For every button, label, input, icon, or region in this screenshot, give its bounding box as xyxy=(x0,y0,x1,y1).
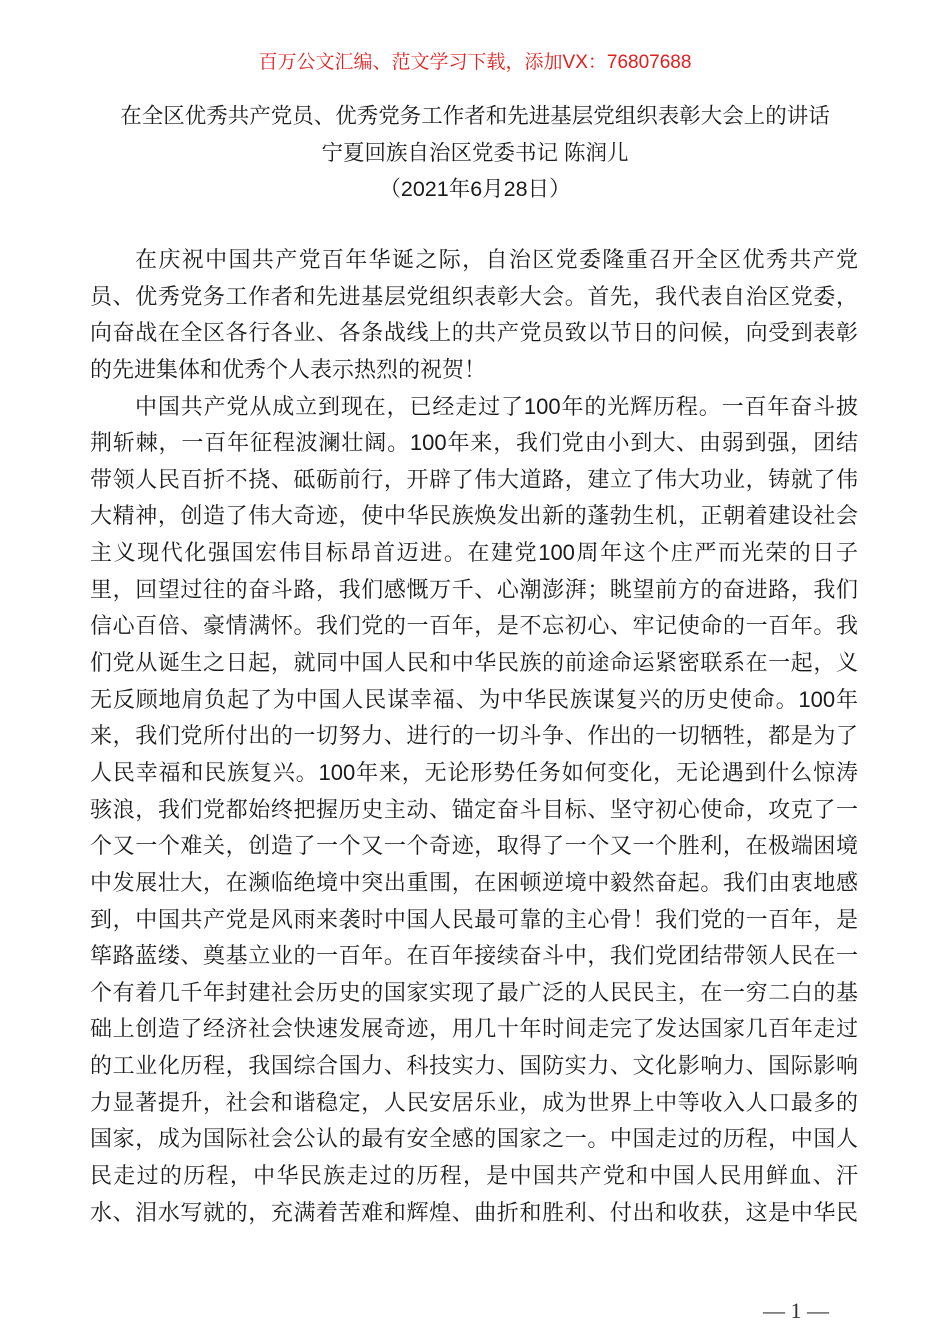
text-line: 中发展壮大，在濒临绝境中突出重围，在困顿逆境中毅然奋起。我们由衷地感 xyxy=(90,869,858,895)
document-body xyxy=(90,242,858,1231)
text-line: 荆斩棘，一百年征程波澜壮阔。100年来，我们党由小到大、由弱到强，团结 xyxy=(90,430,858,456)
paragraph xyxy=(90,242,858,389)
text-line: 来，我们党所付出的一切努力、进行的一切斗争、作出的一切牺牲，都是为了 xyxy=(90,723,858,749)
text-line: 里，回望过往的奋斗路，我们感慨万千、心潮澎湃；眺望前方的奋进路，我们 xyxy=(90,576,858,602)
text-line: 的工业化历程，我国综合国力、科技实力、国防实力、文化影响力、国际影响 xyxy=(90,1053,858,1079)
paragraph xyxy=(90,389,858,1232)
text-line: 大精神，创造了伟大奇迹，使中华民族焕发出新的蓬勃生机，正朝着建设社会 xyxy=(90,503,858,529)
text-line: 们党从诞生之日起，就同中国人民和中华民族的前途命运紧密联系在一起，义 xyxy=(90,650,858,676)
text-line: 带领人民百折不挠、砥砺前行，开辟了伟大道路，建立了伟大功业，铸就了伟 xyxy=(90,466,858,492)
text-line: 无反顾地肩负起了为中国人民谋幸福、为中华民族谋复兴的历史使命。100年 xyxy=(90,686,858,712)
text-line: 信心百倍、豪情满怀。我们党的一百年，是不忘初心、牢记使命的一百年。我 xyxy=(90,613,858,639)
text-line: 个有着几千年封建社会历史的国家实现了最广泛的人民民主，在一穷二白的基 xyxy=(90,979,858,1005)
text-line: 骇浪，我们党都始终把握历史主动、锚定奋斗目标、坚守初心使命，攻克了一 xyxy=(90,796,858,822)
text-line: 础上创造了经济社会快速发展奇迹，用几十年时间走完了发达国家几百年走过 xyxy=(90,1016,858,1042)
document-title: 在全区优秀共产党员、优秀党务工作者和先进基层党组织表彰大会上的讲话 xyxy=(120,104,830,128)
text-line: 员、优秀党务工作者和先进基层党组织表彰大会。首先，我代表自治区党委， xyxy=(90,283,858,309)
text-line: 水、泪水写就的，充满着苦难和辉煌、曲折和胜利、付出和收获，这是中华民 xyxy=(90,1199,858,1225)
text-line: 向奋战在全区各行各业、各条战线上的共产党员致以节日的问候，向受到表彰 xyxy=(90,320,858,346)
speech-date: （2021年6月28日） xyxy=(379,177,571,201)
text-line: 在庆祝中国共产党百年华诞之际，自治区党委隆重召开全区优秀共产党 xyxy=(135,247,858,272)
page-number: — 1 — xyxy=(763,1298,829,1323)
text-line: 人民幸福和民族复兴。100年来，无论形势任务如何变化，无论遇到什么惊涛 xyxy=(90,759,858,785)
text-line: 民走过的历程，中华民族走过的历程，是中国共产党和中国人民用鲜血、汗 xyxy=(90,1163,858,1189)
text-line: 主义现代化强国宏伟目标昂首迈进。在建党100周年这个庄严而光荣的日子 xyxy=(90,540,858,566)
header-banner: 百万公文汇编、范文学习下载，添加VX：76807688 xyxy=(258,52,692,73)
text-line: 个又一个难关，创造了一个又一个奇迹，取得了一个又一个胜利，在极端困境 xyxy=(90,833,858,859)
text-line: 中国共产党从成立到现在，已经走过了100年的光辉历程。一百年奋斗披 xyxy=(135,393,858,419)
text-line: 力显著提升，社会和谐稳定，人民安居乐业，成为世界上中等收入人口最多的 xyxy=(90,1089,858,1115)
text-line: 到，中国共产党是风雨来袭时中国人民最可靠的主心骨！我们党的一百年，是 xyxy=(90,906,858,932)
text-line: 的先进集体和优秀个人表示热烈的祝贺！ xyxy=(90,356,487,382)
text-line: 国家，成为国际社会公认的最有安全感的国家之一。中国走过的历程，中国人 xyxy=(90,1126,858,1152)
text-line: 筚路蓝缕、奠基立业的一百年。在百年接续奋斗中，我们党团结带领人民在一 xyxy=(90,943,858,969)
speaker-line: 宁夏回族自治区党委书记 陈润儿 xyxy=(321,141,629,165)
